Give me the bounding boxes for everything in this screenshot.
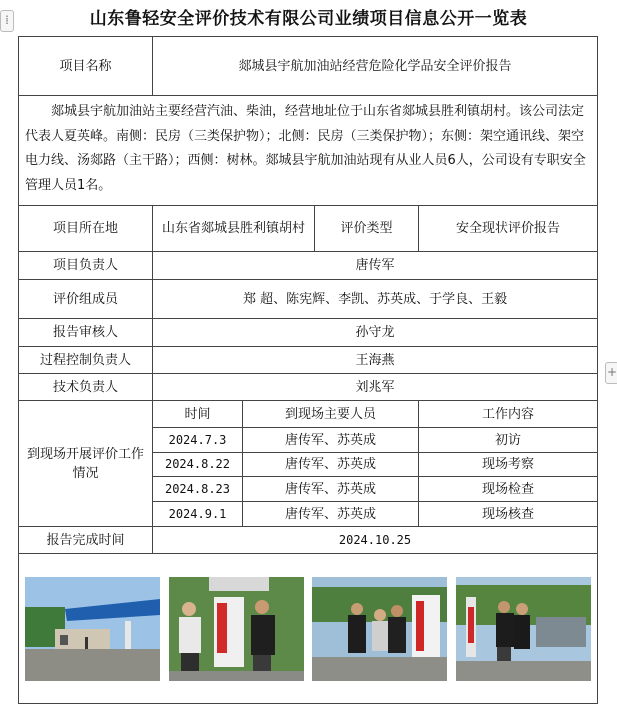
visit-content: 现场核查 — [419, 502, 598, 527]
value-project-lead: 唐传军 — [153, 252, 598, 280]
inspection-image-3 — [456, 577, 591, 681]
label-site-work: 到现场开展评价工作情况 — [19, 401, 153, 527]
visit-time: 2024.8.23 — [153, 477, 243, 502]
page-title: 山东鲁轻安全评价技术有限公司业绩项目信息公开一览表 — [89, 9, 528, 29]
label-process-control: 过程控制负责人 — [19, 347, 153, 374]
left-handle-icon[interactable]: ⁞ — [0, 10, 14, 32]
visit-time: 2024.9.1 — [153, 502, 243, 527]
row-team — [19, 280, 598, 319]
row-photos — [19, 554, 598, 704]
label-project-name: 项目名称 — [19, 37, 153, 96]
visit-content: 现场检查 — [419, 477, 598, 502]
photo-inspection-1 — [169, 577, 304, 681]
row-completion — [19, 527, 598, 554]
gas-station-image — [25, 577, 160, 681]
value-location: 山东省郯城县胜利镇胡村 — [153, 206, 315, 252]
visit-staff: 唐传军、苏英成 — [243, 502, 419, 527]
label-project-lead: 项目负责人 — [19, 252, 153, 280]
inspection-image-2 — [312, 577, 447, 681]
value-project-name: 郯城县宇航加油站经营危险化学品安全评价报告 — [153, 37, 598, 96]
visit-staff: 唐传军、苏英成 — [243, 477, 419, 502]
add-icon[interactable]: + — [605, 362, 617, 384]
visit-staff: 唐传军、苏英成 — [243, 428, 419, 453]
header-time: 时间 — [153, 401, 243, 428]
value-eval-type: 安全现状评价报告 — [419, 206, 598, 252]
header-staff: 到现场主要人员 — [243, 401, 419, 428]
row-site-header — [19, 401, 598, 428]
header-content: 工作内容 — [419, 401, 598, 428]
row-description — [19, 96, 598, 206]
photo-inspection-2 — [312, 577, 447, 681]
visit-time: 2024.7.3 — [153, 428, 243, 453]
value-reviewer: 孙守龙 — [153, 319, 598, 347]
value-process-control: 王海燕 — [153, 347, 598, 374]
row-reviewer — [19, 319, 598, 347]
label-completion: 报告完成时间 — [19, 527, 153, 554]
photo-gas-station — [25, 577, 160, 681]
info-table — [18, 36, 598, 704]
value-tech-lead: 刘兆军 — [153, 374, 598, 401]
label-tech-lead: 技术负责人 — [19, 374, 153, 401]
row-location — [19, 206, 598, 252]
value-completion: 2024.10.25 — [153, 527, 598, 554]
value-team: 郑 超、陈宪辉、李凯、苏英成、于学良、王毅 — [153, 280, 598, 319]
row-tech-lead — [19, 374, 598, 401]
label-location: 项目所在地 — [19, 206, 153, 252]
visit-content: 初访 — [419, 428, 598, 453]
photo-strip — [19, 554, 598, 704]
visit-staff: 唐传军、苏英成 — [243, 453, 419, 477]
label-team: 评价组成员 — [19, 280, 153, 319]
photo-inspection-3 — [456, 577, 591, 681]
visit-content: 现场考察 — [419, 453, 598, 477]
row-process-control — [19, 347, 598, 374]
project-description: 郯城县宇航加油站主要经营汽油、柴油，经营地址位于山东省郯城县胜利镇胡村。该公司法定代表人夏英峰。南侧：民房（三类保护物）；北侧：民房（三类保护物）；东侧：架空通讯线、架空电力线、汤郯路（主干路）；西侧：树林。郯城县宇航加油站现有从业人员6人，公司设有专职安全管理人员1名。 — [19, 96, 598, 206]
inspection-image-1 — [169, 577, 304, 681]
row-project-name — [19, 37, 598, 96]
label-reviewer: 报告审核人 — [19, 319, 153, 347]
row-project-lead — [19, 252, 598, 280]
label-eval-type: 评价类型 — [315, 206, 419, 252]
visit-time: 2024.8.22 — [153, 453, 243, 477]
